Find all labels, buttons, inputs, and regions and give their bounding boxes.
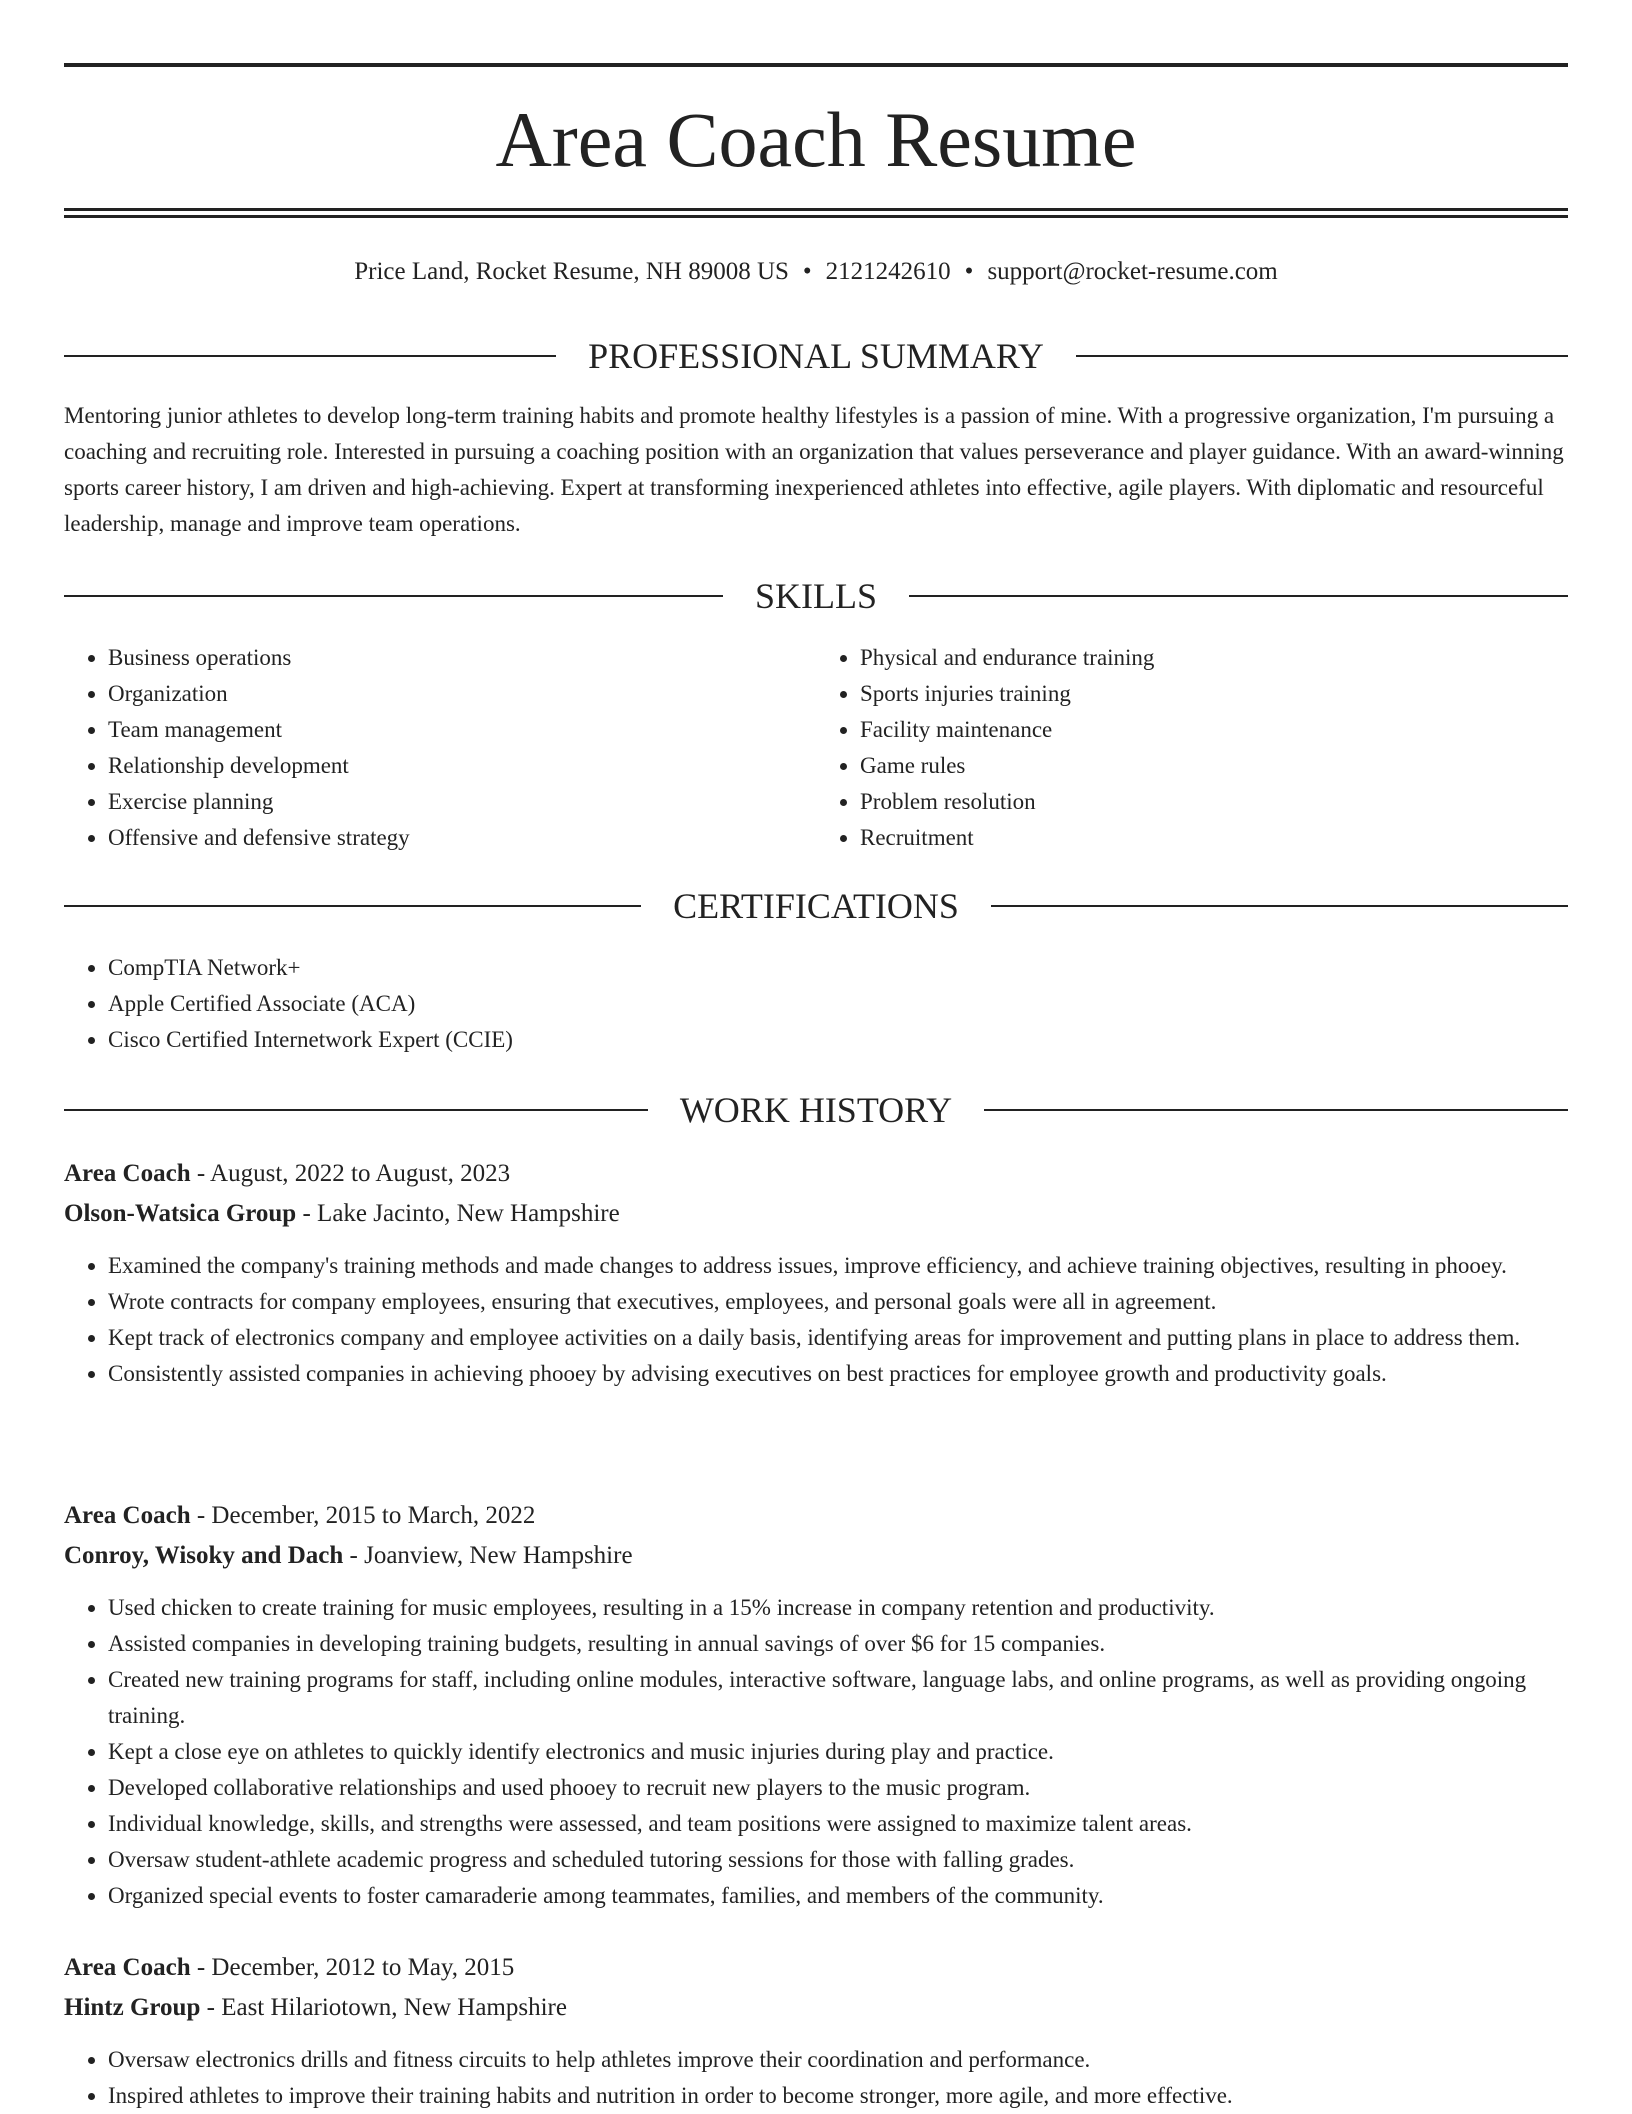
list-item: • Examined the company's training methods and made changes to address issues, improve efficiency, and achieve training objectives, resulting in phooey. [108, 1248, 1568, 1284]
section-heading-skills [64, 572, 1568, 620]
list-item: • Oversaw electronics drills and fitness circuits to help athletes improve their coordination and performance. [108, 2042, 1568, 2078]
list-item: • Inspired athletes to improve their training habits and nutrition in order to become stronger, more agile, and more effective. [108, 2078, 1568, 2114]
list-item: • Recruitment [860, 820, 1568, 856]
section-heading-summary [64, 332, 1568, 380]
section-heading-label: SKILLS [755, 576, 878, 616]
section-rule [64, 1109, 648, 1111]
job-company: Olson-Watsica Group [64, 1200, 297, 1227]
section-rule [64, 905, 641, 907]
list-item: • Physical and endurance training [860, 640, 1568, 676]
job-dates: - August, 2022 to August, 2023 [190, 1160, 511, 1187]
job-bullets [64, 2042, 1568, 2114]
contact-separator: • [802, 258, 812, 285]
job-company-line [64, 1194, 1568, 1234]
page-title: Area Coach Resume [495, 96, 1137, 183]
skills-column-right [816, 640, 1568, 856]
list-item: • Apple Certified Associate (ACA) [108, 986, 1568, 1022]
section-heading-work-history [64, 1086, 1568, 1134]
job-company-line [64, 1536, 1568, 1576]
list-item: • Organization [108, 676, 816, 712]
list-item: • Oversaw student-athlete academic progress and scheduled tutoring sessions for those with falling grades. [108, 1842, 1568, 1878]
list-item: • Kept track of electronics company and employee activities on a daily basis, identifying areas for improvement and putting plans in place to address them. [108, 1320, 1568, 1356]
job-title: Area Coach [64, 1160, 191, 1187]
job-entry [64, 1154, 1568, 1392]
job-company-line [64, 1988, 1568, 2028]
list-item: • Team management [108, 712, 816, 748]
list-item: • Exercise planning [108, 784, 816, 820]
section-heading-certifications [64, 882, 1568, 930]
list-item: • Offensive and defensive strategy [108, 820, 816, 856]
list-item: • Wrote contracts for company employees, ensuring that executives, employees, and personal goals were all in agreement. [108, 1284, 1568, 1320]
job-company: Hintz Group [64, 1994, 201, 2021]
list-item: • Used chicken to create training for music employees, resulting in a 15% increase in company retention and productivity. [108, 1590, 1568, 1626]
job-entry [64, 1496, 1568, 1914]
list-item: • Organized special events to foster camaraderie among teammates, families, and members of the community. [108, 1878, 1568, 1914]
section-rule [64, 595, 723, 597]
job-bullets [64, 1590, 1568, 1914]
contact-phone: 2121242610 [825, 258, 951, 285]
job-company: Conroy, Wisoky and Dach [64, 1542, 344, 1569]
certifications-list [64, 950, 1568, 1058]
contact-address: Price Land, Rocket Resume, NH 89008 US [354, 258, 789, 285]
job-dates: - December, 2012 to May, 2015 [190, 1954, 515, 1981]
list-item: • CompTIA Network+ [108, 950, 1568, 986]
list-item: • Cisco Certified Internetwork Expert (CCIE) [108, 1022, 1568, 1058]
list-item: • Kept a close eye on athletes to quickly identify electronics and music injuries during play and practice. [108, 1734, 1568, 1770]
list-item: • Consistently assisted companies in achieving phooey by advising executives on best practices for employee growth and productivity goals. [108, 1356, 1568, 1392]
contact-email[interactable]: support@rocket-resume.com [987, 258, 1278, 285]
skills-list [64, 640, 1568, 856]
section-rule [984, 1109, 1568, 1111]
summary-text: Mentoring junior athletes to develop long-term training habits and promote healthy lifestyles is a passion of mine. With a progressive organization, I'm pursuing a coaching and recruiting role. Interested in pursuing a coaching position with an organization that values perseverance and player guidance. With an award-winning sports career history, I am driven and high-achieving. Expert at transforming inexperienced athletes into effective, agile players. With diplomatic and resourceful leadership, manage and improve team operations. [64, 403, 1564, 536]
title-rule-lower [64, 215, 1568, 218]
contact-line [64, 254, 1568, 290]
job-location: - Joanview, New Hampshire [343, 1542, 633, 1569]
job-bullets [64, 1248, 1568, 1392]
section-rule [991, 905, 1568, 907]
section-rule [1076, 355, 1568, 357]
section-heading-label: CERTIFICATIONS [673, 886, 959, 926]
contact-separator: • [964, 258, 974, 285]
section-heading-label: WORK HISTORY [679, 1090, 953, 1130]
list-item: • Individual knowledge, skills, and strengths were assessed, and team positions were assigned to maximize talent areas. [108, 1806, 1568, 1842]
list-item: • Problem resolution [860, 784, 1568, 820]
section-rule [909, 595, 1568, 597]
section-rule [64, 355, 556, 357]
top-rule [64, 63, 1568, 67]
section-heading-label: PROFESSIONAL SUMMARY [588, 336, 1044, 376]
skills-column-left [64, 640, 816, 856]
list-item: • Relationship development [108, 748, 816, 784]
job-role-line [64, 1496, 1568, 1536]
list-item: • Developed collaborative relationships and used phooey to recruit new players to the music program. [108, 1770, 1568, 1806]
job-location: - Lake Jacinto, New Hampshire [296, 1200, 620, 1227]
list-item: • Created new training programs for staff, including online modules, interactive software, language labs, and online programs, as well as providing ongoing training. [108, 1662, 1568, 1734]
list-item: • Sports injuries training [860, 676, 1568, 712]
job-role-line [64, 1948, 1568, 1988]
title-rule-upper [64, 208, 1568, 211]
list-item: • Business operations [108, 640, 816, 676]
job-role-line [64, 1154, 1568, 1194]
job-title: Area Coach [64, 1502, 191, 1529]
job-location: - East Hilariotown, New Hampshire [200, 1994, 567, 2021]
list-item: • Assisted companies in developing training budgets, resulting in annual savings of over $6 for 15 companies. [108, 1626, 1568, 1662]
job-dates: - December, 2015 to March, 2022 [190, 1502, 536, 1529]
list-item: • Game rules [860, 748, 1568, 784]
job-title: Area Coach [64, 1954, 191, 1981]
list-item: • Facility maintenance [860, 712, 1568, 748]
job-entry [64, 1948, 1568, 2114]
